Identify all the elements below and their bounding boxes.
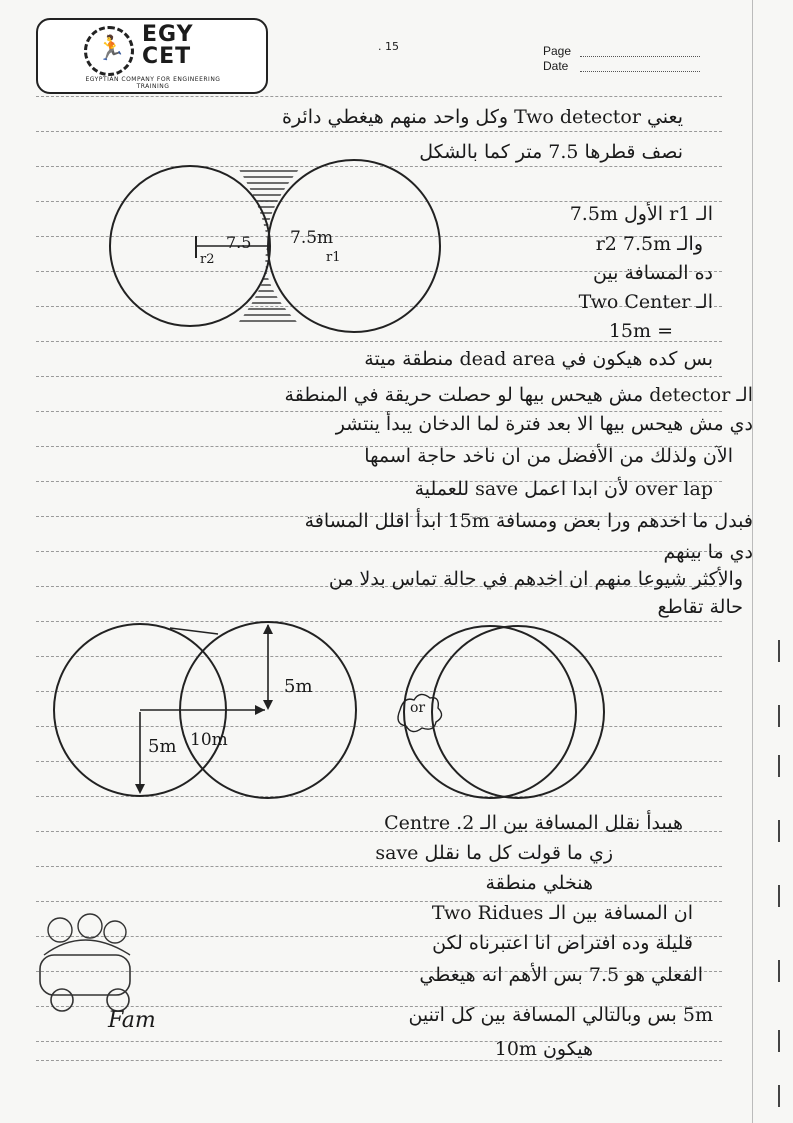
page-label: Page [543,44,572,58]
text-line: over lap لأن ابدا اعمل save للعملية [414,478,713,500]
arrow-head [263,700,273,710]
text-line: حالة تقاطع [657,596,743,618]
logo-wordmark: EGY CET [142,22,194,69]
date-label: Date [543,59,569,73]
text-line: الـ Two Center [578,291,713,313]
text-line: هيبدأ نقلل المسافة بين الـ 2. Centre [384,812,683,834]
text-line: والـ r2 7.5m [595,233,703,255]
arrow-head [135,784,145,794]
or-label: or [410,700,426,716]
car-doodle [40,914,130,1011]
arrow-head [263,624,273,634]
text-line: = 15m [608,320,673,342]
r1-value-label: 7.5m [290,228,334,248]
diagram-overlap-circles [54,622,604,798]
coincident-circle-a [404,626,576,798]
text-line: الـ r1 الأول 7.5m [569,203,713,225]
coincident-circle-b [432,626,604,798]
text-line: يعني Two detector وكل واحد منهم هيغطي دائرة [281,106,683,128]
text-line: والأكثر شيوعا منهم ان اخدهم في حالة تماس بدلا من [328,568,743,590]
text-line: الفعلي هو 7.5 بس الأهم انه هيغطي [419,964,703,986]
logo-subtitle: EGYPTIAN COMPANY FOR ENGINEERING TRAINING [85,76,221,90]
text-line: دي ما بينهم [663,541,753,563]
diagram-tangent-circles [110,160,440,332]
r2-sub-label: r2 [200,252,215,267]
text-line: دي مش هيحس بيها الا بعد فترة لما الدخان يبدأ ينتشر [335,413,753,435]
r1-sub-label: r1 [326,250,341,265]
text-line: هنخلي منطقة [485,872,593,894]
text-line: هيكون 10m [494,1038,593,1060]
text-line: زي ما قولت كل ما نقلل save [375,842,613,864]
signature: Fam [108,1008,156,1033]
text-line: نصف قطرها 7.5 متر كما بالشكل [419,141,683,163]
text-line: 5m بس وبالتالي المسافة بين كل اتنين [408,1004,713,1026]
r2-value-label: 7.5 [226,233,252,252]
text-line: ان المسافة بين الـ Two Ridues [431,902,693,924]
text-line: قليلة وده افتراض انا اعتبرناه لكن [432,932,693,954]
text-line: بس كده هيكون في dead area منطقة ميتة [364,348,713,370]
text-line: الـ detector مش هيحس بيها لو حصلت حريقة في المنطقة [284,384,753,406]
runner-icon: 🏃 [96,34,126,62]
arrow-head [255,705,265,715]
bottom-radius-label: 5m [148,736,177,757]
text-line: فبدل ما اخدهم ورا بعض ومسافة 15m ابدأ اقلل المسافة [304,510,753,532]
top-radius-label: 5m [284,676,313,697]
text-line: ده المسافة بين [592,262,713,284]
distance-label: 10m [190,730,228,750]
text-line: الآن ولذلك من الأفضل من ان ناخد حاجة اسمها [364,445,733,467]
page-number: . 15 [378,40,399,53]
